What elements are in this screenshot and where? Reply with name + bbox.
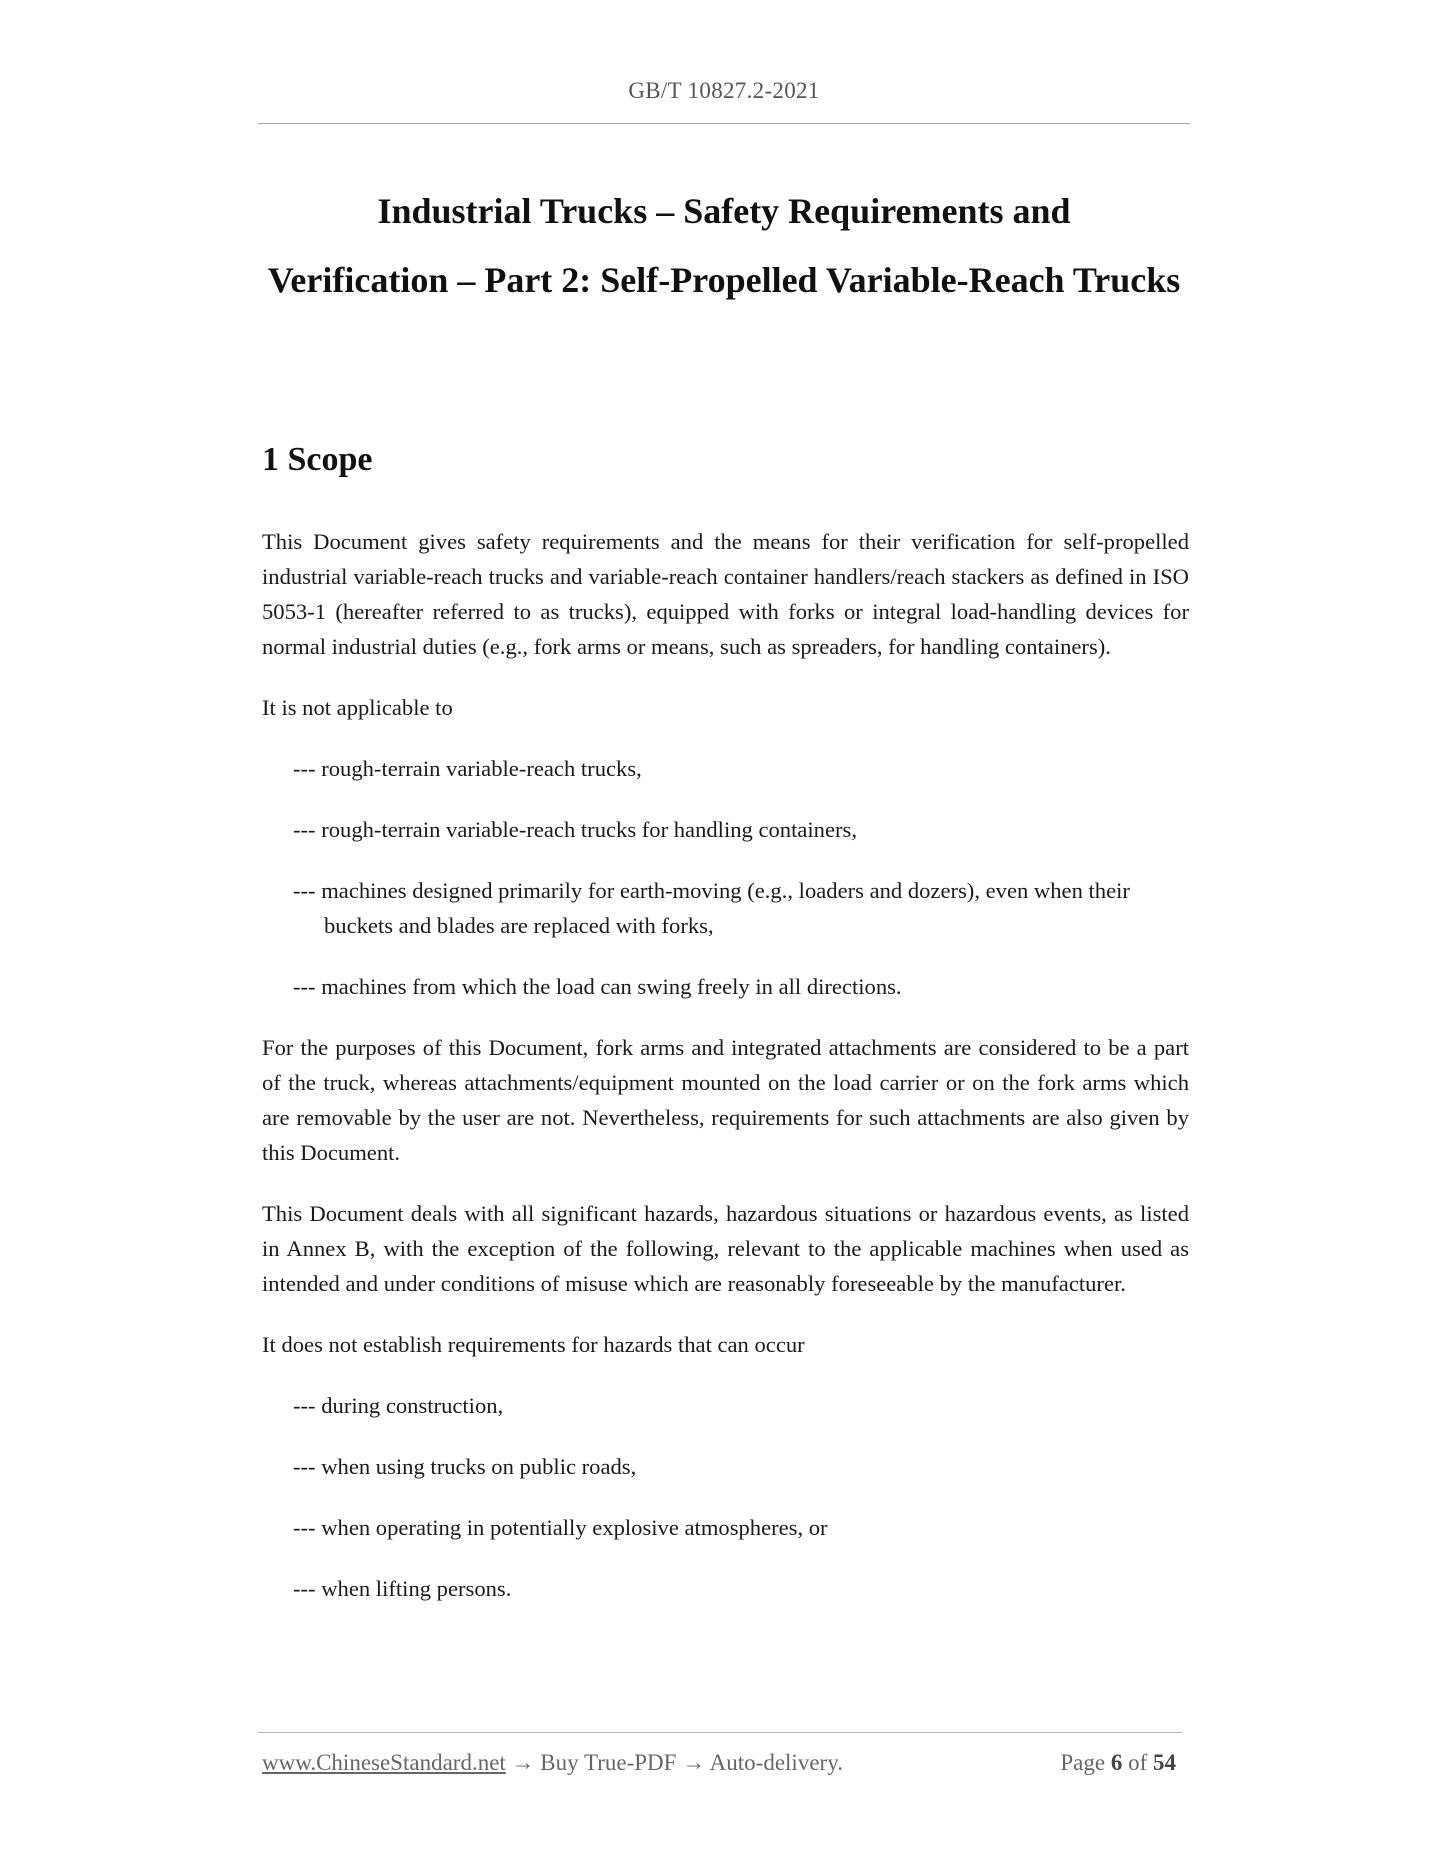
- page-number: [1060, 1750, 1176, 1776]
- paragraph-not-applicable: It is not applicable to: [262, 695, 453, 720]
- document-title: [230, 177, 1218, 315]
- of-label: of: [1128, 1750, 1148, 1775]
- footer-promo: [262, 1750, 843, 1776]
- page-total: 54: [1153, 1750, 1176, 1775]
- footer-divider: [258, 1732, 1182, 1733]
- list-item: --- when using trucks on public roads,: [293, 1454, 637, 1479]
- list-item: --- rough-terrain variable-reach trucks,: [293, 756, 642, 781]
- website-link[interactable]: www.ChineseStandard.net: [262, 1750, 506, 1775]
- paragraph-exclusions: It does not establish requirements for hazards that can occur: [262, 1332, 805, 1357]
- section-heading-scope: 1 Scope: [262, 441, 373, 478]
- standard-code-header: GB/T 10827.2-2021: [628, 78, 820, 103]
- arrow-right-icon: →: [511, 1750, 535, 1775]
- list-item: --- when lifting persons.: [293, 1576, 512, 1601]
- paragraph-hazards: This Document deals with all significant hazards, hazardous situations or hazardous events, as listed in Annex B, with the exception of the following, relevant to the applicable machines when used as intended and under conditions of misuse which are reasonably foreseeable by the manufacturer.: [262, 1201, 1189, 1296]
- list-item: --- during construction,: [293, 1393, 504, 1418]
- paragraph-attachments: For the purposes of this Document, fork arms and integrated attachments are considered to be a part of the truck, whereas attachments/equipment mounted on the load carrier or on the fork arms which are removable by the user are not. Nevertheless, requirements for such attachments are also given by this Document.: [262, 1035, 1189, 1165]
- arrow-right-icon: →: [682, 1750, 706, 1775]
- page-label: Page: [1060, 1750, 1106, 1775]
- title-line-1: Industrial Trucks – Safety Requirements and: [377, 191, 1071, 231]
- buy-pdf-text: Buy True-PDF: [540, 1750, 677, 1775]
- auto-delivery-text: Auto-delivery.: [709, 1750, 843, 1775]
- header-divider: [258, 123, 1190, 124]
- paragraph-intro: This Document gives safety requirements and the means for their verification for self-propelled industrial variable-reach trucks and variable-reach container handlers/reach stackers as defined in ISO 5053-1 (hereafter referred to as trucks), equipped with forks or integral load-handling devices for normal industrial duties (e.g., fork arms or means, such as spreaders, for handling containers).: [262, 529, 1189, 659]
- list-item: --- when operating in potentially explosive atmospheres, or: [293, 1515, 828, 1540]
- title-line-2: Verification – Part 2: Self-Propelled Variable-Reach Trucks: [267, 260, 1181, 300]
- list-item: --- machines designed primarily for earth-moving (e.g., loaders and dozers), even when their buckets and blades are replaced with forks,: [293, 878, 1130, 938]
- page-current: 6: [1110, 1750, 1123, 1775]
- list-item: --- rough-terrain variable-reach trucks for handling containers,: [293, 817, 857, 842]
- section-body: [262, 524, 1189, 1606]
- list-item: --- machines from which the load can swing freely in all directions.: [293, 974, 902, 999]
